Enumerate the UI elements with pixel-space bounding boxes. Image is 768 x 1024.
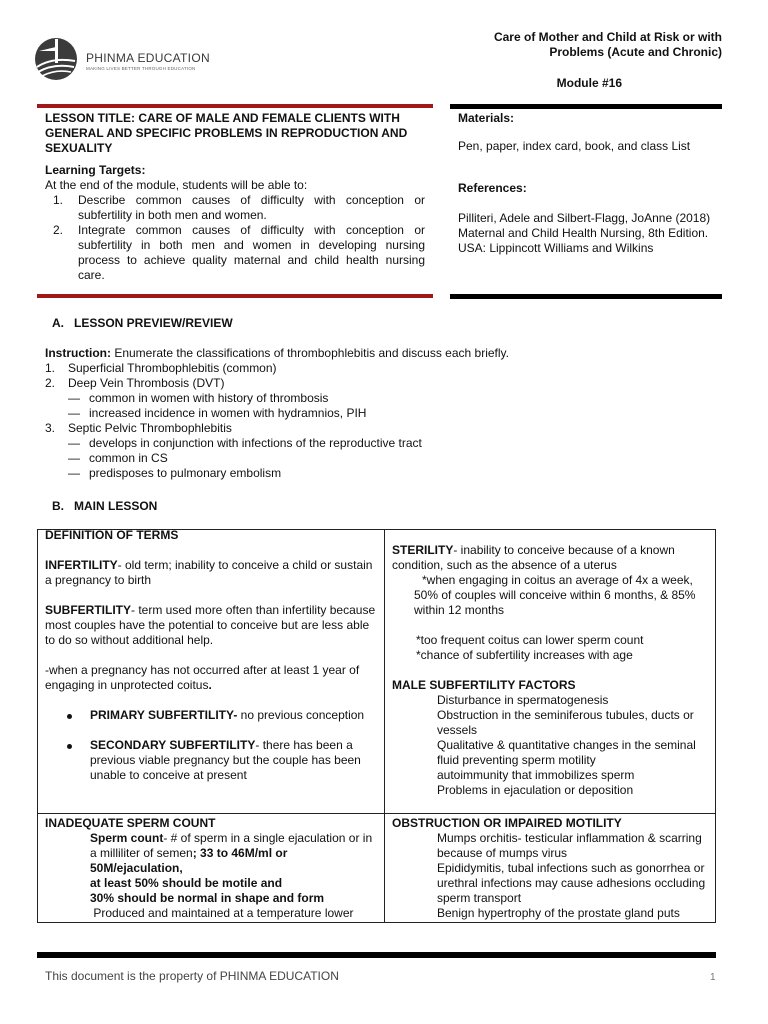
instruction: [45, 346, 745, 361]
infertility-definition: [45, 558, 377, 588]
inadequate-sperm-heading: INADEQUATE SPERM COUNT: [45, 816, 216, 830]
sperm-count-text: - # of sperm in a single ejaculation or in a milliliter of semen: [90, 831, 373, 860]
learning-target: [45, 223, 425, 283]
male-factor: Disturbance in spermatogenesis: [437, 693, 609, 707]
male-factors-heading: MALE SUBFERTILITY FACTORS: [392, 678, 576, 692]
age-note: *chance of subfertility increases with age: [416, 648, 633, 662]
target-text: Describe common causes of difficulty with conception or subfertility in both men and women.: [78, 193, 425, 222]
subfertility-definition: [45, 603, 377, 648]
table-row-divider: [37, 813, 716, 814]
bullet-icon: [67, 744, 72, 749]
subfertility-text: - term used more often than infertility because most couples have the potential to conceive but are less able to do so without additional help.: [45, 603, 376, 647]
obstruction-item: Epididymitis, tubal infections such as gonorrhea or urethral infections may cause adhesions occluding sperm transport: [437, 861, 706, 905]
learning-targets-heading: Learning Targets:: [45, 163, 146, 177]
item-number: 1.: [45, 361, 56, 375]
primary-text: no previous conception: [237, 708, 365, 722]
subfertility-term: SUBFERTILITY: [45, 603, 131, 617]
definition-cell: [45, 528, 377, 783]
materials-bottom-divider: [450, 294, 722, 299]
course-title-line2: Problems (Acute and Chronic): [549, 45, 722, 59]
secondary-subfertility: [45, 738, 377, 783]
section-b-heading: B. MAIN LESSON: [52, 499, 158, 513]
materials-text: Pen, paper, index card, book, and class List: [458, 139, 691, 153]
detail-text: predisposes to pulmonary embolism: [89, 466, 282, 480]
learning-targets-intro: At the end of the module, students will be able to:: [45, 178, 308, 192]
sperm-count-values: ; 33 to 46M/ml or 50M/ejaculation,: [90, 846, 288, 875]
course-title-line1: Care of Mother and Child at Risk or with: [493, 30, 722, 44]
instruction-text: Enumerate the classifications of thrombophlebitis and discuss each briefly.: [111, 346, 509, 360]
detail-text: common in women with history of thrombosis: [89, 391, 329, 405]
primary-subfertility: [45, 708, 377, 723]
item-text: Superficial Thrombophlebitis (common): [68, 361, 277, 375]
infertility-text: - old term; inability to conceive a child or sustain a pregnancy to birth: [45, 558, 373, 587]
sperm-count-definition: [45, 831, 377, 876]
target-text: Integrate common causes of difficulty with conception or subfertility in both men and women in developing nursing process to achieve quality maternal and child health nursing care.: [78, 223, 425, 282]
detail-text: increased incidence in women with hydramnios, PIH: [89, 406, 367, 420]
obstruction-item: Mumps orchitis- testicular inflammation & scarring because of mumps virus: [437, 831, 702, 860]
learning-targets-list: [45, 193, 425, 283]
pregnancy-note-end: .: [208, 678, 212, 692]
item-text: Septic Pelvic Thrombophlebitis: [68, 421, 232, 435]
secondary-term: SECONDARY SUBFERTILITY: [90, 738, 256, 752]
module-number: Module #16: [556, 76, 622, 90]
coitus-note: *when engaging in coitus an average of 4x a week, 50% of couples will conceive within 6 months, & 85% within 12 months: [414, 573, 696, 617]
references-text: Pilliteri, Adele and Silbert-Flagg, JoAnne (2018) Maternal and Child Health Nursing, 8th Edition. USA: Lippincott Williams and Wilkins: [458, 211, 711, 255]
infertility-term: INFERTILITY: [45, 558, 118, 572]
pregnancy-note-text: -when a pregnancy has not occurred after at least 1 year of engaging in unprotected coitus: [45, 663, 360, 692]
lesson-title: LESSON TITLE: CARE OF MALE AND FEMALE CLIENTS WITH GENERAL AND SPECIFIC PROBLEMS IN REPRODUCTION AND SEXUALITY: [45, 111, 408, 155]
pregnancy-note: [45, 663, 377, 693]
target-number: 2.: [53, 223, 64, 237]
sterility-cell: [392, 543, 712, 798]
item-text: Deep Vein Thrombosis (DVT): [68, 376, 225, 390]
em-dash-icon: —: [68, 466, 80, 480]
sterility-term: STERILITY: [392, 543, 454, 557]
course-title: [448, 30, 722, 60]
shape-requirement: 30% should be normal in shape and form: [90, 891, 325, 905]
materials-top-divider: [450, 104, 722, 109]
instruction-label: Instruction:: [45, 346, 111, 360]
references-label: References:: [458, 181, 527, 195]
male-factor: autoimmunity that immobilizes sperm: [437, 768, 635, 782]
sperm-count-term: Sperm count: [90, 831, 164, 845]
em-dash-icon: —: [68, 406, 80, 420]
page-number: 1: [710, 972, 716, 983]
definition-heading: DEFINITION OF TERMS: [45, 528, 179, 542]
secondary-text: - there has been a previous viable pregnancy but the couple has been unable to conceive at present: [90, 738, 361, 782]
em-dash-icon: —: [68, 391, 80, 405]
lesson-top-divider: [37, 104, 433, 108]
item-number: 3.: [45, 421, 56, 435]
detail-text: common in CS: [89, 451, 168, 465]
logo-name: PHINMA EDUCATION: [86, 51, 210, 65]
table-column-divider: [384, 529, 385, 923]
temperature-note: Produced and maintained at a temperature lower: [90, 906, 354, 920]
motility-requirement: at least 50% should be motile and: [90, 876, 283, 890]
materials-label: Materials:: [458, 111, 515, 125]
em-dash-icon: —: [68, 451, 80, 465]
sperm-count-cell: [45, 816, 377, 922]
sperm-count-note: *too frequent coitus can lower sperm count: [416, 633, 644, 647]
male-factor: Obstruction in the seminiferous tubules, ducts or vessels: [437, 708, 694, 737]
obstruction-cell: [392, 816, 712, 922]
obstruction-item: Benign hypertrophy of the prostate gland puts: [437, 906, 680, 920]
obstruction-heading: OBSTRUCTION OR IMPAIRED MOTILITY: [392, 816, 622, 830]
footer-text: This document is the property of PHINMA EDUCATION: [45, 969, 339, 983]
detail-text: develops in conjunction with infections of the reproductive tract: [89, 436, 422, 450]
learning-target: [45, 193, 425, 223]
item-number: 2.: [45, 376, 56, 390]
male-factor: Problems in ejaculation or deposition: [437, 783, 634, 797]
primary-term: PRIMARY SUBFERTILITY-: [90, 708, 238, 722]
em-dash-icon: —: [68, 436, 80, 450]
sterility-text: - inability to conceive because of a known condition, such as the absence of a uterus: [392, 543, 675, 572]
target-number: 1.: [53, 193, 64, 207]
logo-tagline: MAKING LIVES BETTER THROUGH EDUCATION: [86, 66, 196, 71]
section-a-heading: A. LESSON PREVIEW/REVIEW: [52, 316, 233, 330]
sterility-definition: [392, 543, 712, 573]
bullet-icon: [67, 714, 72, 719]
phinma-logo-icon: [34, 37, 78, 81]
male-factor: Qualitative & quantitative changes in the seminal fluid preventing sperm motility: [437, 738, 696, 767]
footer-divider: [37, 952, 716, 958]
lesson-bottom-divider: [37, 294, 433, 298]
